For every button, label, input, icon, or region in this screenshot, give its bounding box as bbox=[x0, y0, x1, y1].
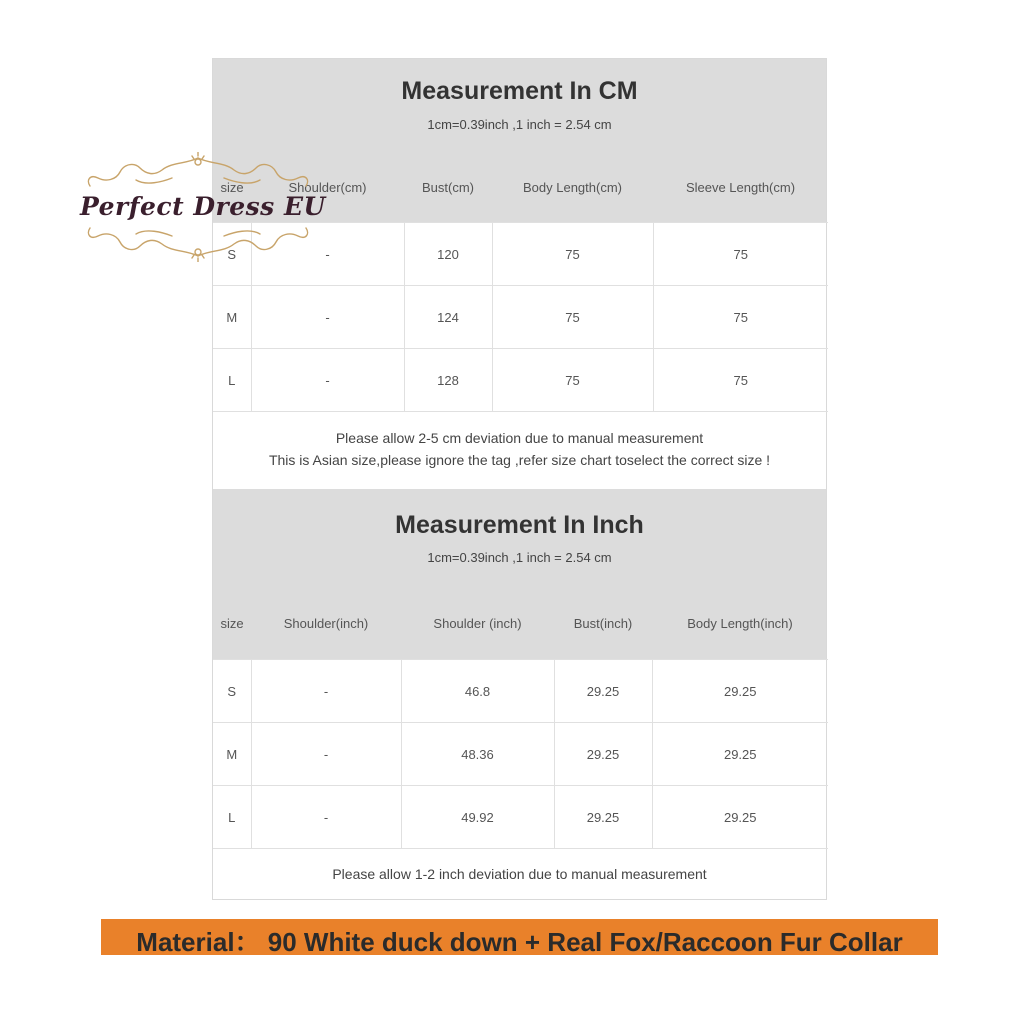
table-row bbox=[213, 660, 828, 723]
cell-size: M bbox=[213, 286, 251, 349]
cm-col-shoulder: Shoulder(cm) bbox=[288, 180, 367, 195]
inch-header-band bbox=[213, 489, 826, 659]
cell-shoulder: - bbox=[251, 286, 404, 349]
table-row bbox=[213, 349, 828, 412]
material-banner bbox=[101, 919, 938, 955]
inch-table bbox=[213, 659, 828, 849]
cell-body-length: 29.25 bbox=[652, 660, 828, 723]
cell-body-length: 29.25 bbox=[652, 723, 828, 786]
cm-col-body-length: Body Length(cm) bbox=[523, 180, 622, 195]
inch-col-size: size bbox=[220, 616, 244, 631]
cell-size: L bbox=[213, 349, 251, 412]
cell-size: S bbox=[213, 660, 251, 723]
material-text: Material： 90 White duck down + Real Fox/Raccoon Fur Collar bbox=[136, 927, 903, 957]
inch-title: Measurement In Inch bbox=[395, 511, 644, 539]
cm-col-sleeve-length: Sleeve Length(cm) bbox=[685, 180, 796, 195]
cell-body-length: 75 bbox=[492, 349, 653, 412]
cell-bust: 29.25 bbox=[554, 723, 652, 786]
cell-size: S bbox=[213, 223, 251, 286]
cell-shoulder-2: 49.92 bbox=[401, 786, 554, 849]
cm-conversion: 1cm=0.39inch ,1 inch = 2.54 cm bbox=[427, 117, 612, 132]
cell-size: M bbox=[213, 723, 251, 786]
inch-note-deviation: Please allow 1-2 inch deviation due to manual measurement bbox=[332, 866, 707, 882]
cm-title: Measurement In CM bbox=[401, 77, 638, 105]
cell-shoulder-2: 48.36 bbox=[401, 723, 554, 786]
watermark-text: Perfect Dress EU bbox=[80, 192, 326, 221]
cm-col-bust: Bust(cm) bbox=[422, 180, 474, 195]
cell-shoulder: - bbox=[251, 223, 404, 286]
cell-size: L bbox=[213, 786, 251, 849]
cell-sleeve-length: 75 bbox=[653, 349, 828, 412]
cell-shoulder: - bbox=[251, 786, 401, 849]
table-row bbox=[213, 723, 828, 786]
cell-shoulder: - bbox=[251, 349, 404, 412]
cell-shoulder: - bbox=[251, 660, 401, 723]
inch-col-shoulder-2: Shoulder (inch) bbox=[433, 616, 522, 631]
inch-col-bust: Bust(inch) bbox=[573, 616, 633, 631]
cell-shoulder: - bbox=[251, 723, 401, 786]
table-row bbox=[213, 786, 828, 849]
cell-bust: 29.25 bbox=[554, 786, 652, 849]
inch-col-shoulder-1: Shoulder(inch) bbox=[283, 616, 369, 631]
cell-bust: 124 bbox=[404, 286, 492, 349]
inch-col-body-length: Body Length(inch) bbox=[687, 616, 793, 631]
cm-note-deviation: Please allow 2-5 cm deviation due to manual measurement bbox=[335, 430, 704, 446]
cell-body-length: 75 bbox=[492, 286, 653, 349]
cell-sleeve-length: 75 bbox=[653, 223, 828, 286]
cell-body-length: 29.25 bbox=[652, 786, 828, 849]
cm-col-size: size bbox=[220, 180, 244, 195]
cm-note-asian-size: This is Asian size,please ignore the tag ,refer size chart toselect the correct size ! bbox=[268, 452, 771, 468]
cell-shoulder-2: 46.8 bbox=[401, 660, 554, 723]
cell-bust: 120 bbox=[404, 223, 492, 286]
inch-conversion: 1cm=0.39inch ,1 inch = 2.54 cm bbox=[427, 550, 612, 565]
cell-sleeve-length: 75 bbox=[653, 286, 828, 349]
cell-bust: 29.25 bbox=[554, 660, 652, 723]
cell-body-length: 75 bbox=[492, 223, 653, 286]
table-row bbox=[213, 286, 828, 349]
cell-bust: 128 bbox=[404, 349, 492, 412]
